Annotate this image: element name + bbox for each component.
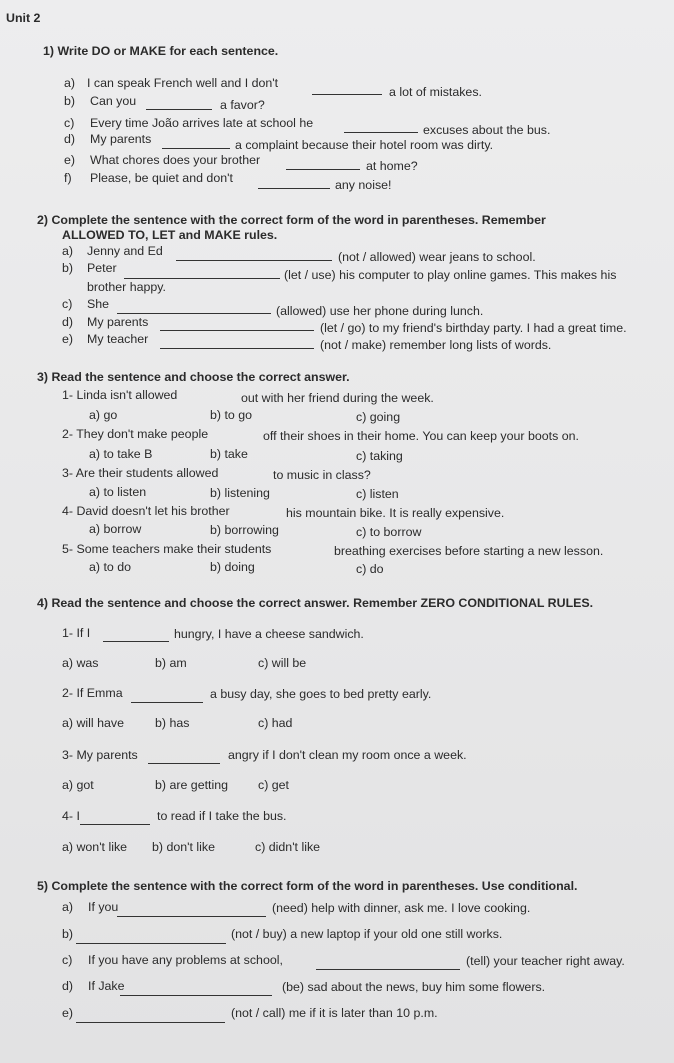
s4-q1-text: 1- If I — [62, 626, 91, 640]
section-5-title: 5) Complete the sentence with the correct form of the word in parentheses. Use conditional. — [37, 879, 578, 893]
s5-item-c-letter: c) — [62, 953, 73, 967]
s2-item-c-rest: (allowed) use her phone during lunch. — [276, 304, 484, 318]
s1-item-d-blank — [162, 139, 230, 151]
s3-q3-rest: to music in class? — [273, 468, 371, 482]
s5-item-c-text: If you have any problems at school, — [88, 953, 283, 967]
s4-q3-text: 3- My parents — [62, 748, 138, 762]
s4-q4-option-b: b) don't like — [152, 840, 215, 854]
s4-q2-option-c: c) had — [258, 716, 293, 730]
s2-item-b-letter: b) — [62, 261, 74, 275]
s4-q4-text: 4- I — [62, 809, 80, 823]
s1-item-e-blank — [286, 160, 360, 172]
section-2-title-cont: ALLOWED TO, LET and MAKE rules. — [62, 228, 278, 242]
s1-item-f-text: Please, be quiet and don't — [90, 171, 233, 185]
s2-item-d-blank — [160, 321, 314, 333]
s1-item-f-letter: f) — [64, 171, 72, 185]
s2-item-a-letter: a) — [62, 244, 74, 258]
s5-item-c-blank — [316, 960, 460, 972]
s3-q4-rest: his mountain bike. It is really expensive. — [286, 506, 505, 520]
s5-item-a-letter: a) — [62, 900, 74, 914]
section-4-title: 4) Read the sentence and choose the correct answer. Remember ZERO CONDITIONAL RULES. — [37, 596, 594, 610]
s3-q5-text: 5- Some teachers make their students — [62, 542, 272, 556]
s4-q1-option-c: c) will be — [258, 656, 307, 670]
s3-q3-option-c: c) listen — [356, 487, 399, 501]
s3-q2-text: 2- They don't make people — [62, 427, 209, 441]
s3-q1-text: 1- Linda isn't allowed — [62, 388, 178, 402]
s3-q1-rest: out with her friend during the week. — [241, 391, 434, 405]
s1-item-b-rest: a favor? — [220, 98, 265, 112]
s2-item-e-text: My teacher — [87, 332, 149, 346]
s1-item-b-text: Can you — [90, 94, 137, 108]
s4-q3-blank — [148, 754, 220, 766]
s4-q3-option-c: c) get — [258, 778, 289, 792]
s5-item-b-rest: (not / buy) a new laptop if your old one still works. — [231, 927, 503, 941]
s4-q4-option-a: a) won't like — [62, 840, 128, 854]
s2-item-d-letter: d) — [62, 315, 74, 329]
section-2-title: 2) Complete the sentence with the correct form of the word in parentheses. Remember — [37, 213, 546, 227]
s4-q2-text: 2- If Emma — [62, 686, 123, 700]
s3-q2-option-b: b) take — [210, 447, 248, 461]
s2-item-a-blank — [176, 251, 332, 263]
s5-item-e-letter: e) — [62, 1006, 74, 1020]
s3-q2-option-a: a) to take B — [89, 447, 153, 461]
s3-q5-option-a: a) to do — [89, 560, 132, 574]
s3-q5-option-b: b) doing — [210, 560, 255, 574]
s5-item-d-letter: d) — [62, 979, 74, 993]
s4-q3-option-a: a) got — [62, 778, 94, 792]
s3-q1-option-a: a) go — [89, 408, 118, 422]
s1-item-a-letter: a) — [64, 76, 76, 90]
s1-item-a-text: I can speak French well and I don't — [87, 76, 279, 90]
s3-q4-text: 4- David doesn't let his brother — [62, 504, 230, 518]
s2-item-c-letter: c) — [62, 297, 73, 311]
s1-item-a-rest: a lot of mistakes. — [389, 85, 482, 99]
s5-item-b-blank — [76, 934, 226, 946]
s2-item-d-text: My parents — [87, 315, 149, 329]
s5-item-a-rest: (need) help with dinner, ask me. I love cooking. — [272, 901, 531, 915]
s2-item-e-rest: (not / make) remember long lists of words. — [320, 338, 552, 352]
s2-item-c-text: She — [87, 297, 110, 311]
s1-item-d-letter: d) — [64, 132, 76, 146]
s1-item-e-letter: e) — [64, 153, 76, 167]
s2-item-b-text-cont: brother happy. — [87, 280, 166, 294]
s4-q4-blank — [80, 815, 150, 827]
s1-item-d-rest: a complaint because their hotel room was dirty. — [235, 138, 494, 152]
s1-item-c-blank — [344, 123, 418, 135]
s4-q4-option-c: c) didn't like — [255, 840, 321, 854]
s4-q1-blank — [103, 632, 169, 644]
s5-item-a-text: If you — [88, 900, 119, 914]
s4-q1-option-a: a) was — [62, 656, 99, 670]
s3-q4-option-c: c) to borrow — [356, 525, 422, 539]
s1-item-e-text: What chores does your brother — [90, 153, 261, 167]
s1-item-b-letter: b) — [64, 94, 76, 108]
s2-item-d-rest: (let / go) to my friend's birthday party. I had a great time. — [320, 321, 627, 335]
s3-q3-option-a: a) to listen — [89, 485, 147, 499]
s5-item-d-text: If Jake — [88, 979, 125, 993]
s1-item-b-blank — [146, 100, 212, 112]
s3-q3-text: 3- Are their students allowed — [62, 466, 219, 480]
s1-item-c-rest: excuses about the bus. — [423, 123, 551, 137]
s3-q3-option-b: b) listening — [210, 486, 270, 500]
s3-q2-rest: off their shoes in their home. You can keep your boots on. — [263, 429, 579, 443]
s5-item-d-blank — [120, 986, 272, 998]
s5-item-d-rest: (be) sad about the news, buy him some flowers. — [282, 980, 546, 994]
section-3-title: 3) Read the sentence and choose the correct answer. — [37, 370, 350, 384]
s1-item-c-letter: c) — [64, 116, 75, 130]
s3-q5-rest: breathing exercises before starting a new lesson. — [334, 544, 604, 558]
s4-q3-rest: angry if I don't clean my room once a week. — [228, 748, 467, 762]
s3-q4-option-b: b) borrowing — [210, 523, 279, 537]
s5-item-c-rest: (tell) your teacher right away. — [466, 954, 625, 968]
s2-item-e-blank — [160, 339, 314, 351]
s4-q4-rest: to read if I take the bus. — [157, 809, 287, 823]
unit-title: Unit 2 — [6, 11, 41, 25]
s4-q2-rest: a busy day, she goes to bed pretty early. — [210, 687, 432, 701]
s3-q5-option-c: c) do — [356, 562, 384, 576]
s2-item-a-text: Jenny and Ed — [87, 244, 163, 258]
s1-item-c-text: Every time João arrives late at school he — [90, 116, 314, 130]
s1-item-e-rest: at home? — [366, 159, 418, 173]
s3-q1-option-b: b) to go — [210, 408, 253, 422]
s4-q2-option-a: a) will have — [62, 716, 124, 730]
s4-q3-option-b: b) are getting — [155, 778, 229, 792]
s2-item-e-letter: e) — [62, 332, 74, 346]
s5-item-e-blank — [76, 1013, 225, 1025]
s5-item-a-blank — [117, 907, 266, 919]
s4-q2-option-b: b) has — [155, 716, 190, 730]
s4-q2-blank — [131, 693, 203, 705]
s5-item-e-rest: (not / call) me if it is later than 10 p.m. — [231, 1006, 438, 1020]
s3-q1-option-c: c) going — [356, 410, 401, 424]
s2-item-a-rest: (not / allowed) wear jeans to school. — [338, 250, 536, 264]
s5-item-b-letter: b) — [62, 927, 74, 941]
s2-item-b-text: Peter — [87, 261, 117, 275]
s3-q2-option-c: c) taking — [356, 449, 403, 463]
s1-item-a-blank — [312, 85, 382, 97]
s3-q4-option-a: a) borrow — [89, 522, 142, 536]
section-1-title: 1) Write DO or MAKE for each sentence. — [43, 44, 279, 58]
s1-item-d-text: My parents — [90, 132, 152, 146]
s4-q1-rest: hungry, I have a cheese sandwich. — [174, 627, 364, 641]
s1-item-f-rest: any noise! — [335, 178, 392, 192]
s4-q1-option-b: b) am — [155, 656, 187, 670]
s2-item-b-rest: (let / use) his computer to play online games. This makes his — [284, 268, 617, 282]
s1-item-f-blank — [258, 179, 330, 191]
